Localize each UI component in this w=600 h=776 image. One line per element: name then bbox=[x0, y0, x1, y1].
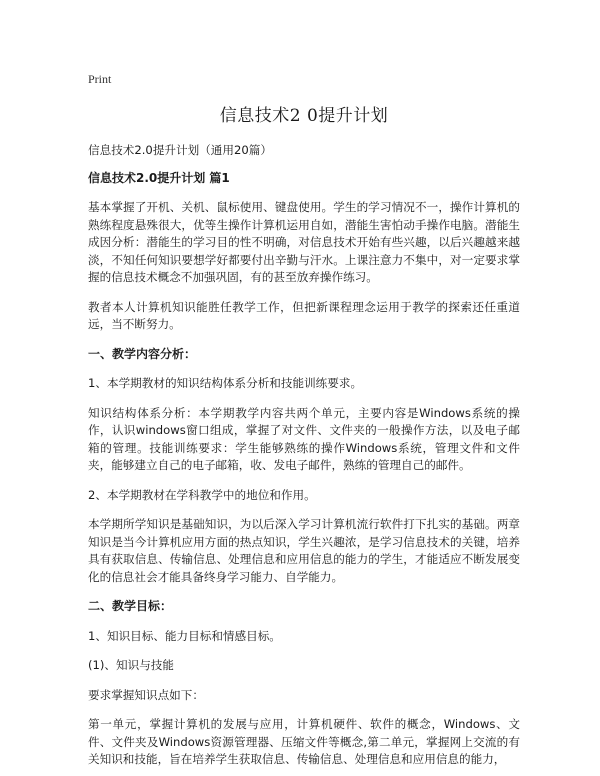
document-subtitle: 信息技术2.0提升计划（通用20篇） bbox=[88, 143, 272, 157]
section-content-item-2: 2、本学期教材在学科教学中的地位和作用。 bbox=[88, 487, 316, 502]
article-heading: 信息技术2.0提升计划 篇1 bbox=[88, 170, 230, 185]
document-title: 信息技术2 0提升计划 bbox=[219, 106, 389, 126]
section-goals-requirements: 要求掌握知识点如下： bbox=[88, 687, 204, 702]
paragraph-role: 本学期所学知识是基础知识，为以后深入学习计算机流行软件打下扎实的基础。两章知识是当今计算机应用方面的热点知识，学生兴趣浓，是学习信息技术的关键，培养具有获取信息、传输信息、处理信息和应用信息的能力的学生，才能适应不断发展变化的信息社会才能具备终身学习能力、自学能力。 bbox=[88, 517, 520, 584]
section-content-item-1: 1、本学期教材的知识结构体系分析和技能训练要求。 bbox=[88, 376, 363, 390]
paragraph-student-analysis: 基本掌握了开机、关机、鼠标使用、键盘使用。学生的学习情况不一，操作计算机的熟练程度悬殊很大，优等生操作计算机运用自如，潜能生害怕动手操作电脑。潜能生成因分析：潜能生的学习目的性不明确，对信息技术开始有些兴趣，以后兴趣越来越淡，不知任何知识要想学好都要付出辛勤与汗水。上课注意力不集中，对一定要求掌握的信息技术概念不加强巩固，有的甚至放弃操作练习。 bbox=[88, 200, 520, 284]
section-teaching-goals-title: 二、教学目标： bbox=[88, 599, 173, 613]
section-goals-subitem-1: (1)、知识与技能 bbox=[88, 658, 174, 672]
section-goals-item-1: 1、知识目标、能力目标和情感目标。 bbox=[88, 628, 281, 643]
paragraph-knowledge-structure: 知识结构体系分析：本学期教学内容共两个单元，主要内容是Windows系统的操作，认识windows窗口组成，掌握了对文件、文件夹的一般操作方法，以及电子邮箱的管理。技能训练要求：学生能够熟练的操作Windows系统，管理文件和文件夹，能够建立自己的电子邮箱，收、发电子邮件，熟练的管理自己的邮件。 bbox=[88, 405, 520, 472]
paragraph-teacher-analysis: 教者本人计算机知识能胜任教学工作，但把新课程理念运用于教学的探索还任重道远，当不断努力。 bbox=[88, 299, 520, 331]
section-content-analysis-title: 一、教学内容分析： bbox=[88, 346, 197, 361]
paragraph-unit-one: 第一单元，掌握计算机的发展与应用，计算机硬件、软件的概念，Windows、文件、文件夹及Windows资源管理器、压缩文件等概念,第二单元，掌握网上交流的有关知识和技能，旨在培养学生获取信息、传输信息、处理信息和应用信息的能力， bbox=[88, 717, 520, 766]
print-label: Print bbox=[88, 72, 112, 86]
